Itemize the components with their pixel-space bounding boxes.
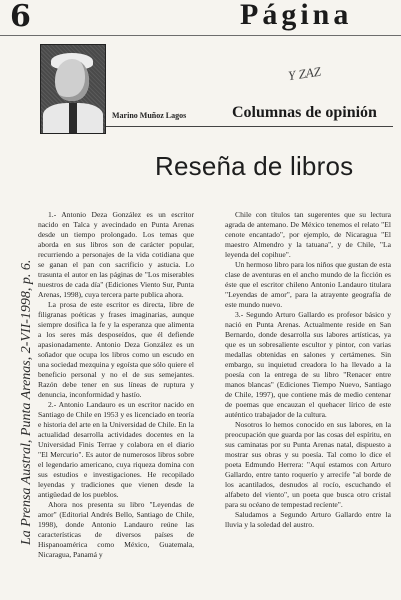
column-title: Columnas de opinión bbox=[232, 104, 377, 121]
paragraph: 2.- Antonio Landauro es un escritor nacido en Santiago de Chile en 1953 y es licenciado en teoría e historia del arte en la Universidad de Chile. En la actualidad desarrolla actividades docentes en la Universidad Finis Terrae y colabora en el diario "El Mercurio". Es autor de numerosos libros sobre el legendario americano, cuya riqueza domina con sus estudios e investigaciones. He recopilado leyendas y tradiciones que vienen desde la antigüedad de los pueblos. bbox=[38, 400, 194, 499]
article-title: Reseña de libros bbox=[155, 151, 354, 181]
author-name: Marino Muñoz Lagos bbox=[112, 111, 187, 120]
paragraph: 1.- Antonio Deza González es un escritor nacido en Talca y avecindado en Punta Arenas desde un tiempo prolongado. Los temas que aborda en sus libros son de carácter popular, recurriendo a personajes de la vida cotidiana que se ganan el pan con sacrificio y astucia. Lo trasunta el autor en las páginas de "Los miserables nuestros de cada día" (Ediciones Viento Sur, Punta Arenas, 1998), cuya tercera parte publica ahora. bbox=[38, 210, 194, 299]
paragraph: La prosa de este escritor es directa, libre de filigranas poéticas y frases imaginarias, aunque siempre dosifica la fe y la esperanza que alimenta a los seres más desposeídos, que él defiende apasionadamente. Antonio Deza González es un soñador que ocupa los libros como un escudo en una sociedad mezquina y egoísta que sólo quiere el beneficio personal y no el de sus semejantes. Razón debe tener en sus líneas de ruptura y denuncia, inconformidad y hastío. bbox=[38, 300, 194, 399]
photo-tie bbox=[69, 103, 77, 133]
paragraph: 3.- Segundo Arturo Gallardo es profesor básico y nació en Punta Arenas. Actualmente reside en San Bernardo, donde desarrolla sus labores artísticas, ya que es un sobresaliente escultor y pintor, con varias medallas obtenidas en salones y certámenes. Sin embargo, su inquietud creadora lo ha llevado a la poesía con la entrega de su libro "Renacer entre manos blancas" (Ediciones Tiempo Nuevo, Santiago de Chile, 1997), que contiene más de medio centenar de poemas que encauzan el quehacer lírico de este auténtico trabajador de la cultura. bbox=[225, 310, 391, 419]
paragraph: Un hermoso libro para los niños que gustan de esta clase de aventuras en el ancho mundo de la ficción es éste que el escritor chileno Antonio Landauro titulara "Leyendas de amor", para la atrayente geografía de este mundo nuevo. bbox=[225, 260, 391, 309]
article-column-1 bbox=[38, 210, 194, 560]
header-rule bbox=[0, 35, 401, 36]
photo-face bbox=[55, 59, 89, 101]
paragraph: Ahora nos presenta su libro "Leyendas de amor" (Editorial Andrés Bello, Santiago de Chile, 1998), donde Antonio Landauro reúne las características de diversos países de Hispanoamérica como México, Guatemala, Nicaragua, Panamá y bbox=[38, 500, 194, 559]
paragraph: Nosotros lo hemos conocido en sus labores, en la preocupación que guarda por las cosas del espíritu, en sus caminatas por su Punta Arenas natal, dispuesto a mostrar sus obras y su poesía. Tal como lo dice el poeta Edmundo Herrera: "Aquí estamos con Arturo Gallardo, entre tanto roquerío y arrecife "al borde de los acantilados, desnudos al rocío, escuchando el alfabeto del viento", un poeta que busca otro cristal para su océano de tempestad recíente". bbox=[225, 420, 391, 509]
handwritten-citation: La Prensa Austral, Punta Arenas, 2-VII-1998, p. 6. bbox=[19, 259, 34, 545]
page-number: 6 bbox=[10, 0, 31, 34]
paragraph: Chile con títulos tan sugerentes que su lectura agrada de antemano. De México tenemos el relato "El cenote encantado", por ejemplo, de Nicaragua "El maestro Almendro y la tatuana", y de Chile, "La leyenda del copihue". bbox=[225, 210, 391, 259]
section-title: Página bbox=[240, 0, 353, 31]
author-photo bbox=[40, 44, 106, 134]
article-column-2 bbox=[225, 210, 391, 530]
paragraph: Saludamos a Segundo Arturo Gallardo entre la lluvia y la soledad del austro. bbox=[225, 510, 391, 529]
margin-note: Y ZAZ bbox=[287, 63, 322, 84]
column-rule bbox=[106, 126, 393, 127]
